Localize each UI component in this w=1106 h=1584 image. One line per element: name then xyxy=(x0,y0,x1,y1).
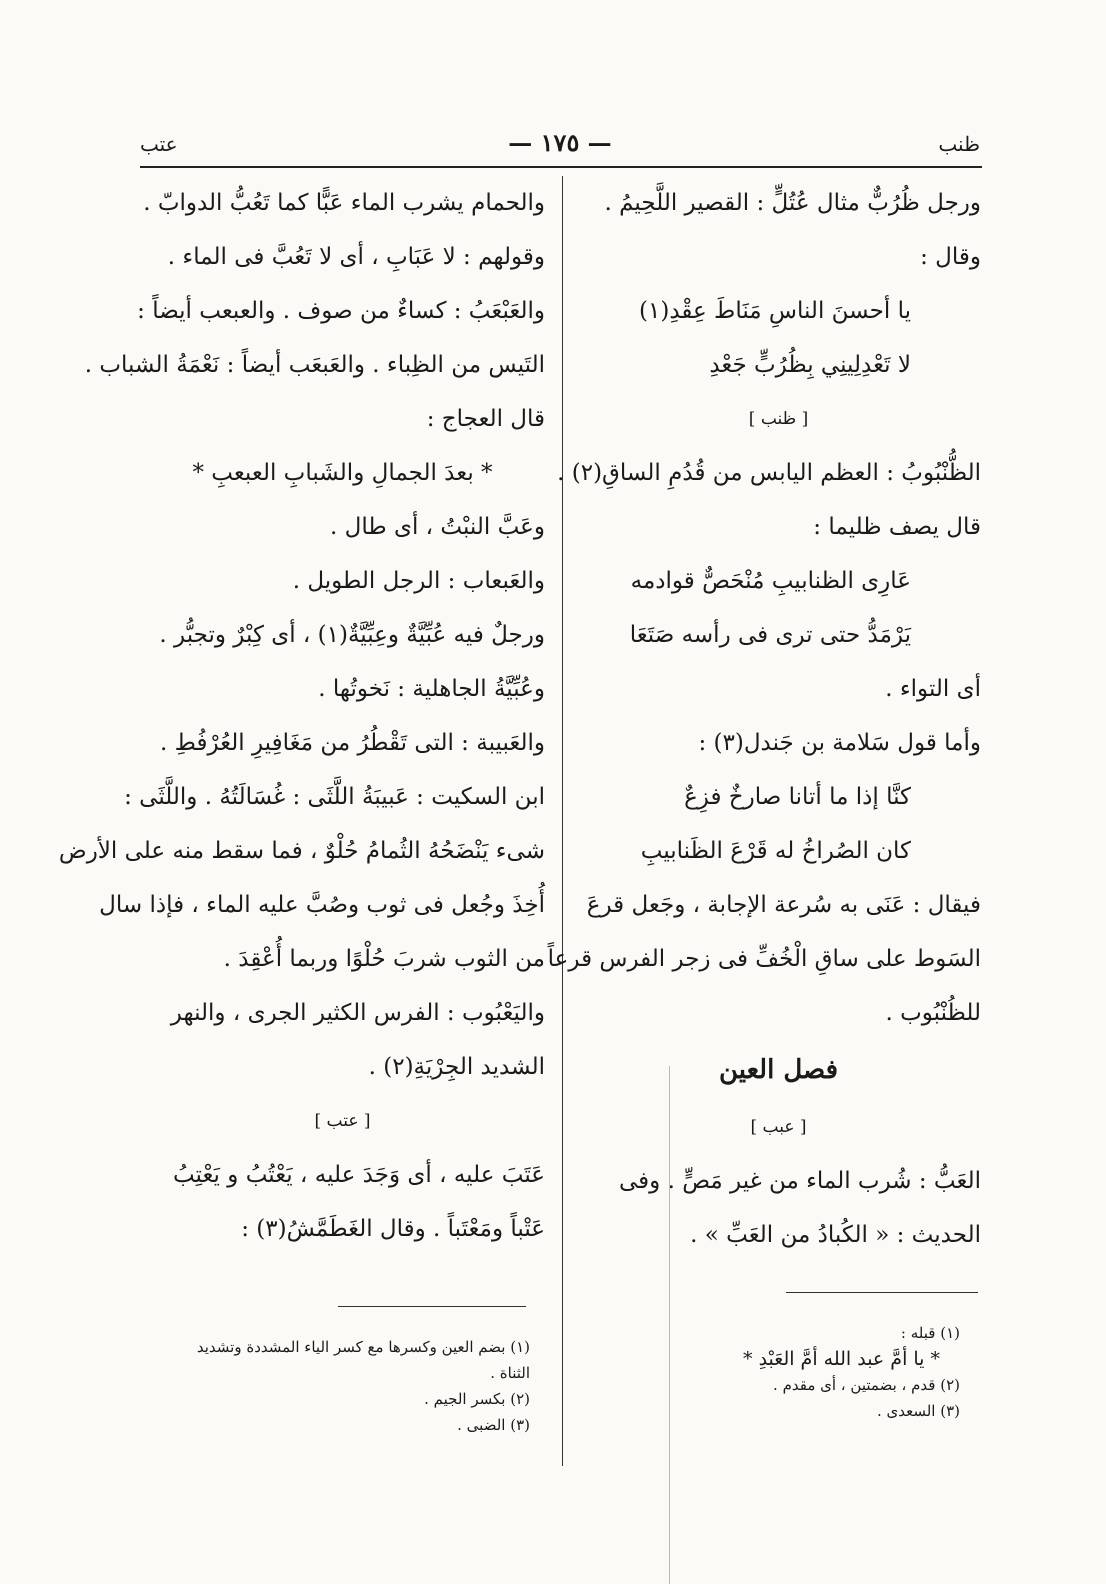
column-divider xyxy=(562,176,563,1466)
text-line: السَوط على ساقِ الْخُفِّ فى زجر الفرس قرعاً xyxy=(547,946,981,972)
root-heading: [ ظنب ] xyxy=(748,409,809,429)
text-line: واليَعْبُوب : الفرس الكثير الجرى ، والنهر xyxy=(170,1000,545,1026)
text-line: أُخِذَ وجُعل فى ثوب وصُبَّ عليه الماء ، فإذا سال xyxy=(99,892,545,918)
footnotes-left xyxy=(140,1334,530,1438)
verse-line: يَرْمَدُّ حتى ترى فى رأسه صَتَعَا xyxy=(629,622,911,648)
text-line: الحديث : « الكُبادُ من العَبِّ » . xyxy=(690,1222,981,1248)
text-line: قال العجاج : xyxy=(426,406,545,432)
root-heading: [ عتب ] xyxy=(314,1111,371,1131)
footnote: (١) بضم العين وكسرها مع كسر الياء المشددة وتشديد xyxy=(196,1338,530,1356)
verse-line: * بعدَ الجمالِ والشَبابِ العبعبِ * xyxy=(192,460,493,486)
page-header xyxy=(140,128,980,168)
text-line: أى التواء . xyxy=(885,676,981,702)
text-line: وأما قول سَلامة بن جَندل(٣) : xyxy=(698,730,981,756)
header-rule xyxy=(140,166,982,168)
text-line: ورجل ظُرُبٌّ مثال عُتُلٍّ : القصير اللَّحِيمُ . xyxy=(604,190,981,216)
text-line: والحمام يشرب الماء عَبًّا كما تَعُبُّ الدوابّ . xyxy=(143,190,545,216)
section-title: فصل العين xyxy=(718,1055,839,1085)
text-line: وقال : xyxy=(920,244,981,270)
page-fold-line xyxy=(669,1066,670,1584)
text-line: من الثوب شربَ حُلْوًا وربما أُعْقِدَ . xyxy=(223,946,545,972)
page-number: — ١٧٥ — xyxy=(508,128,612,157)
left-column xyxy=(58,176,545,1256)
text-line: للظُنْبُوب . xyxy=(885,1000,981,1026)
text-line: ابن السكيت : عَبيبَةُ اللَّثَى : غُسَالَتُهُ . واللَّثَى : xyxy=(124,784,545,810)
text-line: عَتْباً ومَعْتَباً . وقال الغَطَمَّشُ(٣) : xyxy=(241,1216,545,1242)
header-entry-right: ظنب xyxy=(938,132,980,156)
text-line: قال يصف ظليما : xyxy=(813,514,981,540)
text-line: الظُّنْبُوبُ : العظم اليابس من قُدُمِ الساقِ(٢) . xyxy=(557,460,981,486)
text-line: فيقال : عَنَى به سُرعة الإجابة ، وجَعل قرعَ xyxy=(586,892,981,918)
footnote-rule-left xyxy=(338,1306,526,1307)
footnote: (٣) الضبى . xyxy=(457,1416,530,1434)
text-line: العَبُّ : شُرب الماء من غير مَصٍّ . وفى xyxy=(618,1168,981,1194)
text-line: ورجلٌ فيه عُبِّيَّةٌ وعِبِّيَّةٌ(١) ، أى كِبْرٌ وتجبُّر . xyxy=(159,622,545,648)
header-entry-left: عتب xyxy=(140,132,178,156)
text-line: وقولهم : لا عَبَابِ ، أى لا تَعُبَّ فى الماء . xyxy=(167,244,545,270)
verse-line: كنَّا إذا ما أتانا صارخٌ فزِعٌ xyxy=(684,784,911,810)
text-line: والعَبيبة : التى تَقْطُرُ من مَغَافِيرِ العُرْفُطِ . xyxy=(160,730,545,756)
footnote-verse: * يا أمَّ عبد الله أمَّ العَبْدِ * xyxy=(743,1348,940,1370)
text-line: والعَبعاب : الرجل الطويل . xyxy=(292,568,545,594)
text-line: الشديد الجِرْيَةِ(٢) . xyxy=(368,1054,545,1080)
footnote: (١) قبله : xyxy=(900,1324,960,1342)
root-heading: [ عبب ] xyxy=(750,1117,807,1137)
verse-line: عَارِى الظنابيبِ مُنْحَصٌّ قوادمه xyxy=(630,568,911,594)
footnote: الثناة . xyxy=(490,1364,530,1382)
right-column xyxy=(547,176,981,1262)
verse-line: يا أحسنَ الناسِ مَنَاطَ عِقْدِ(١) xyxy=(639,298,911,324)
verse-line: لا تَعْدِلِينِي بِظُرُبٍّ جَعْدِ xyxy=(709,352,911,378)
footnote: (٢) بكسر الجيم . xyxy=(424,1390,530,1408)
footnote: (٢) قدم ، بضمتين ، أى مقدم . xyxy=(773,1376,960,1394)
footnotes-right xyxy=(620,1320,960,1424)
text-line: عَتَبَ عليه ، أى وَجَدَ عليه ، يَعْتُبُ و يَعْتِبُ xyxy=(172,1162,545,1188)
footnote-rule-right xyxy=(786,1292,978,1293)
verse-line: كان الصُراخُ له قَرْعَ الظَنابيبِ xyxy=(640,838,911,864)
text-line: شىء يَنْضَحُهُ الثُمامُ حُلْوٌ ، فما سقط منه على الأرض xyxy=(58,838,545,864)
text-line: وعُبِّيَّةُ الجاهلية : نَخوتُها . xyxy=(318,676,545,702)
text-line: التَيس من الظِباء . والعَبعَب أيضاً : نَعْمَةُ الشباب . xyxy=(84,352,545,378)
text-line: والعَبْعَبُ : كساءٌ من صوف . والعبعب أيضاً : xyxy=(137,298,545,324)
text-line: وعَبَّ النبْتُ ، أى طال . xyxy=(330,514,545,540)
footnote: (٣) السعدى . xyxy=(876,1402,960,1420)
